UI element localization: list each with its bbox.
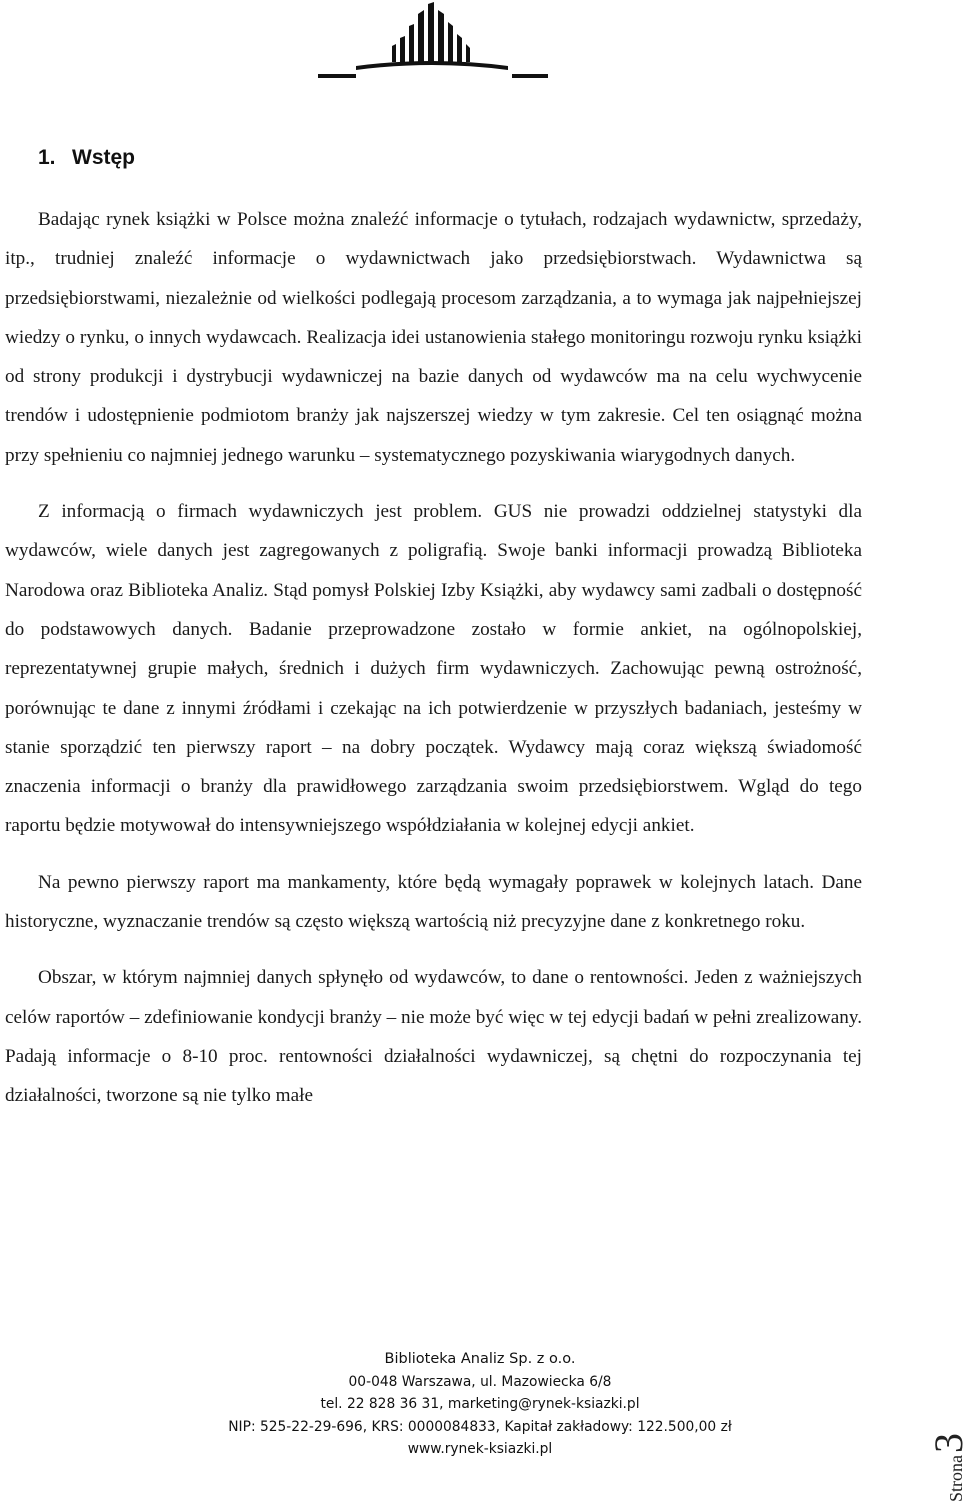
paragraph-intro: Badając rynek książki w Polsce można znaleźć informacje o tytułach, rodzajach wydawnictw, sprzedaży, itp., trudniej znaleźć informacje o wydawnictwach jako przedsiębiorstwach. Wydawnictwa są przedsiębiorstwami, niezależnie od wielkości podlegają procesom zarządzania, a to wymaga jak najpełniejszej wiedzy o rynku, o innych wydawcach. Realizacja idei ustanowienia stałego monitoringu rozwoju rynku książki od strony produkcji i dystrybucji wydawniczej na bazie danych od wydawców ma na celu wychwycenie trendów i udostępnienie podmiotom branży jak najszerszej wiedzy w tym zakresie. Cel ten osiągnąć można przy spełnieniu co najmniej jednego warunku – systematycznego pozyskiwania wiarygodnych danych. [5,209,862,466]
footer-registry: NIP: 525-22-29-696, KRS: 0000084833, Kapitał zakładowy: 122.500,00 zł [228,1418,732,1435]
paragraph-profitability: Obszar, w którym najmniej danych spłynęło od wydawców, to dane o rentowności. Jeden z ważniejszych celów raportów – zdefiniowanie kondycji branży – nie może być więc w tej edycji badań w pełni zrealizowany. Padają informacje o 8-10 proc. rentowności działalności wydawniczej, są chętni do rozpoczynania tej działalności, tworzone są nie tylko małe [5,967,862,1107]
page-footer [0,1348,960,1461]
paragraph-data-problem: Z informacją o firmach wydawniczych jest problem. GUS nie prowadzi oddzielnej statystyki dla wydawców, wiele danych jest zagregowanych z poligrafią. Swoje banki informacji prowadzą Biblioteka Narodowa oraz Biblioteka Analiz. Stąd pomysł Polskiej Izby Książki, aby wydawcy sami zadbali o dostępność do podstawowych danych. Badanie przeprowadzone zostało w formie ankiet, na ogólnopolskiej, reprezentatywnej grupie małych, średnich i dużych firm wydawniczych. Zachowując pewną ostrożność, porównując te dane z innymi źródłami i czekając na ich potwierdzenie w przyszłych badaniach, jesteśmy w stanie sporządzić ten pierwszy raport – na dobry początek. Wydawcy mają coraz większą świadomość znaczenia informacji o branży dla prawidłowego zarządzania swoim przedsiębiorstwem. Wgląd do tego raportu będzie motywował do intensywniejszego współdziałania w kolejnej edycji ankiet. [5,501,862,837]
page-label: Strona [946,1455,966,1502]
footer-address: 00-048 Warszawa, ul. Mazowiecka 6/8 [348,1373,612,1390]
section-title: Wstęp [72,146,135,169]
biblioteka-analiz-logo [316,0,548,124]
body-text [5,200,862,1116]
paragraph-shortcomings: Na pewno pierwszy raport ma mankamenty, które będą wymagały poprawek w kolejnych latach. Dane historyczne, wyznaczanie trendów są często większą wartością niż precyzyjne dane z konkretnego roku. [5,871,862,933]
section-heading [38,146,135,170]
page-digit: 3 [926,1433,971,1453]
footer-company: Biblioteka Analiz Sp. z o.o. [384,1351,576,1367]
footer-contact: tel. 22 828 36 31, marketing@rynek-ksiazki.pl [320,1396,640,1413]
section-number: 1. [38,146,56,169]
footer-website[interactable]: www.rynek-ksiazki.pl [407,1441,553,1458]
page-number [925,1400,971,1502]
